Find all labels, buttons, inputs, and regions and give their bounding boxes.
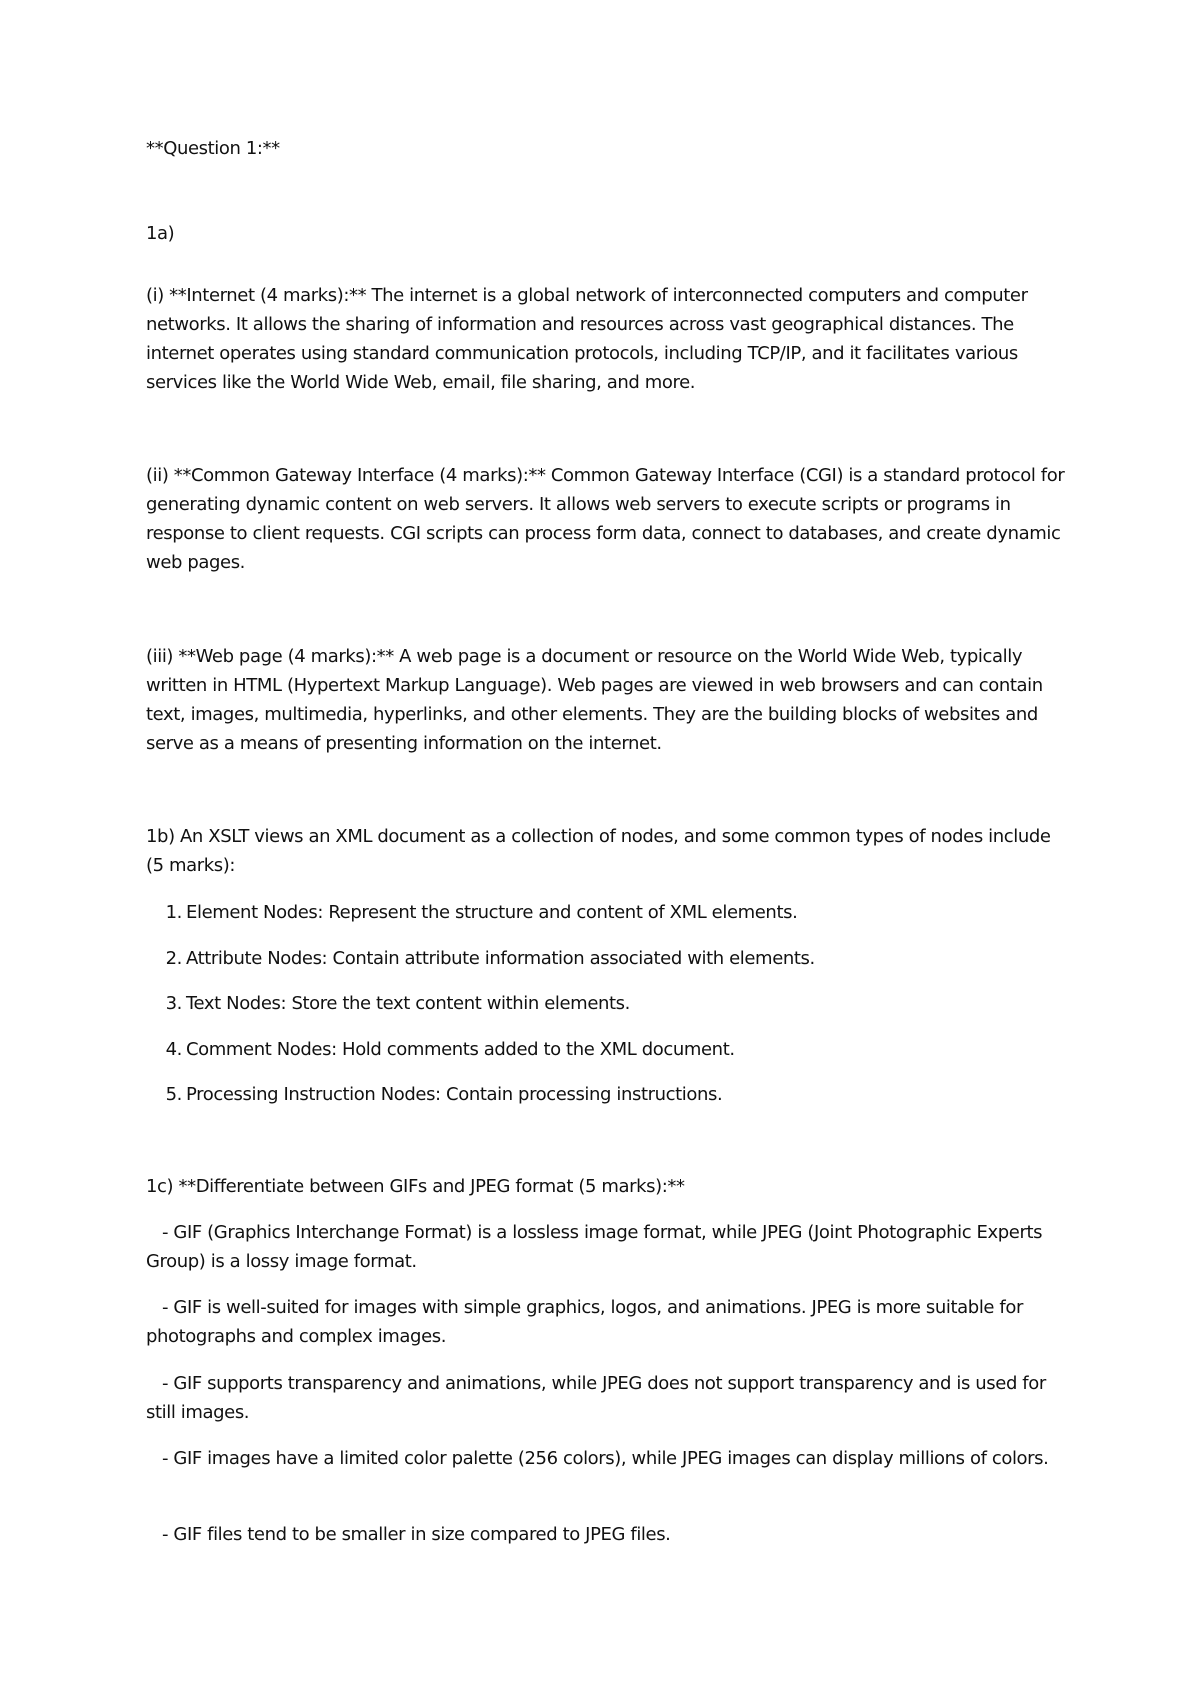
section-1b-intro: 1b) An XSLT views an XML document as a collection of nodes, and some common types of nodes include (5 marks): [146,826,1051,876]
section-1a-label: 1a) [146,223,175,244]
comparison-point: - GIF (Graphics Interchange Format) is a lossless image format, while JPEG (Joint Photographic Experts Group) is a lossy image format. [146,1222,1043,1272]
section-1a-item-internet: (i) **Internet (4 marks):** The internet is a global network of interconnected computers and computer networks. It allows the sharing of information and resources across vast geographical distances. The internet operates using standard communication protocols, including TCP/IP, and it facilitates various services like the World Wide Web, email, file sharing, and more. [146,285,1028,393]
comparison-point: - GIF is well-suited for images with simple graphics, logos, and animations. JPEG is more suitable for photographs and complex images. [146,1297,1023,1347]
list-item: 4. Comment Nodes: Hold comments added to the XML document. [165,1039,735,1060]
section-1c-heading: 1c) **Differentiate between GIFs and JPEG format (5 marks):** [146,1176,685,1197]
list-item: 3. Text Nodes: Store the text content within elements. [165,993,630,1014]
list-item: 2. Attribute Nodes: Contain attribute information associated with elements. [165,948,815,969]
list-item: 5. Processing Instruction Nodes: Contain processing instructions. [165,1084,723,1105]
section-1a-item-cgi: (ii) **Common Gateway Interface (4 marks):** Common Gateway Interface (CGI) is a standard protocol for generating dynamic content on web servers. It allows web servers to execute scripts or programs in response to client requests. CGI scripts can process form data, connect to databases, and create dynamic web pages. [146,465,1065,573]
question-heading: **Question 1:** [146,138,280,159]
comparison-point: - GIF supports transparency and animations, while JPEG does not support transparency and is used for still images. [146,1373,1046,1423]
list-item: 1. Element Nodes: Represent the structure and content of XML elements. [165,902,798,923]
comparison-point: - GIF files tend to be smaller in size compared to JPEG files. [162,1524,671,1545]
section-1a-item-web-page: (iii) **Web page (4 marks):** A web page is a document or resource on the World Wide Web, typically written in HTML (Hypertext Markup Language). Web pages are viewed in web browsers and can contain text, images, multimedia, hyperlinks, and other elements. They are the building blocks of websites and serve as a means of presenting information on the internet. [146,646,1043,754]
comparison-point: - GIF images have a limited color palette (256 colors), while JPEG images can display millions of colors. [162,1448,1049,1469]
